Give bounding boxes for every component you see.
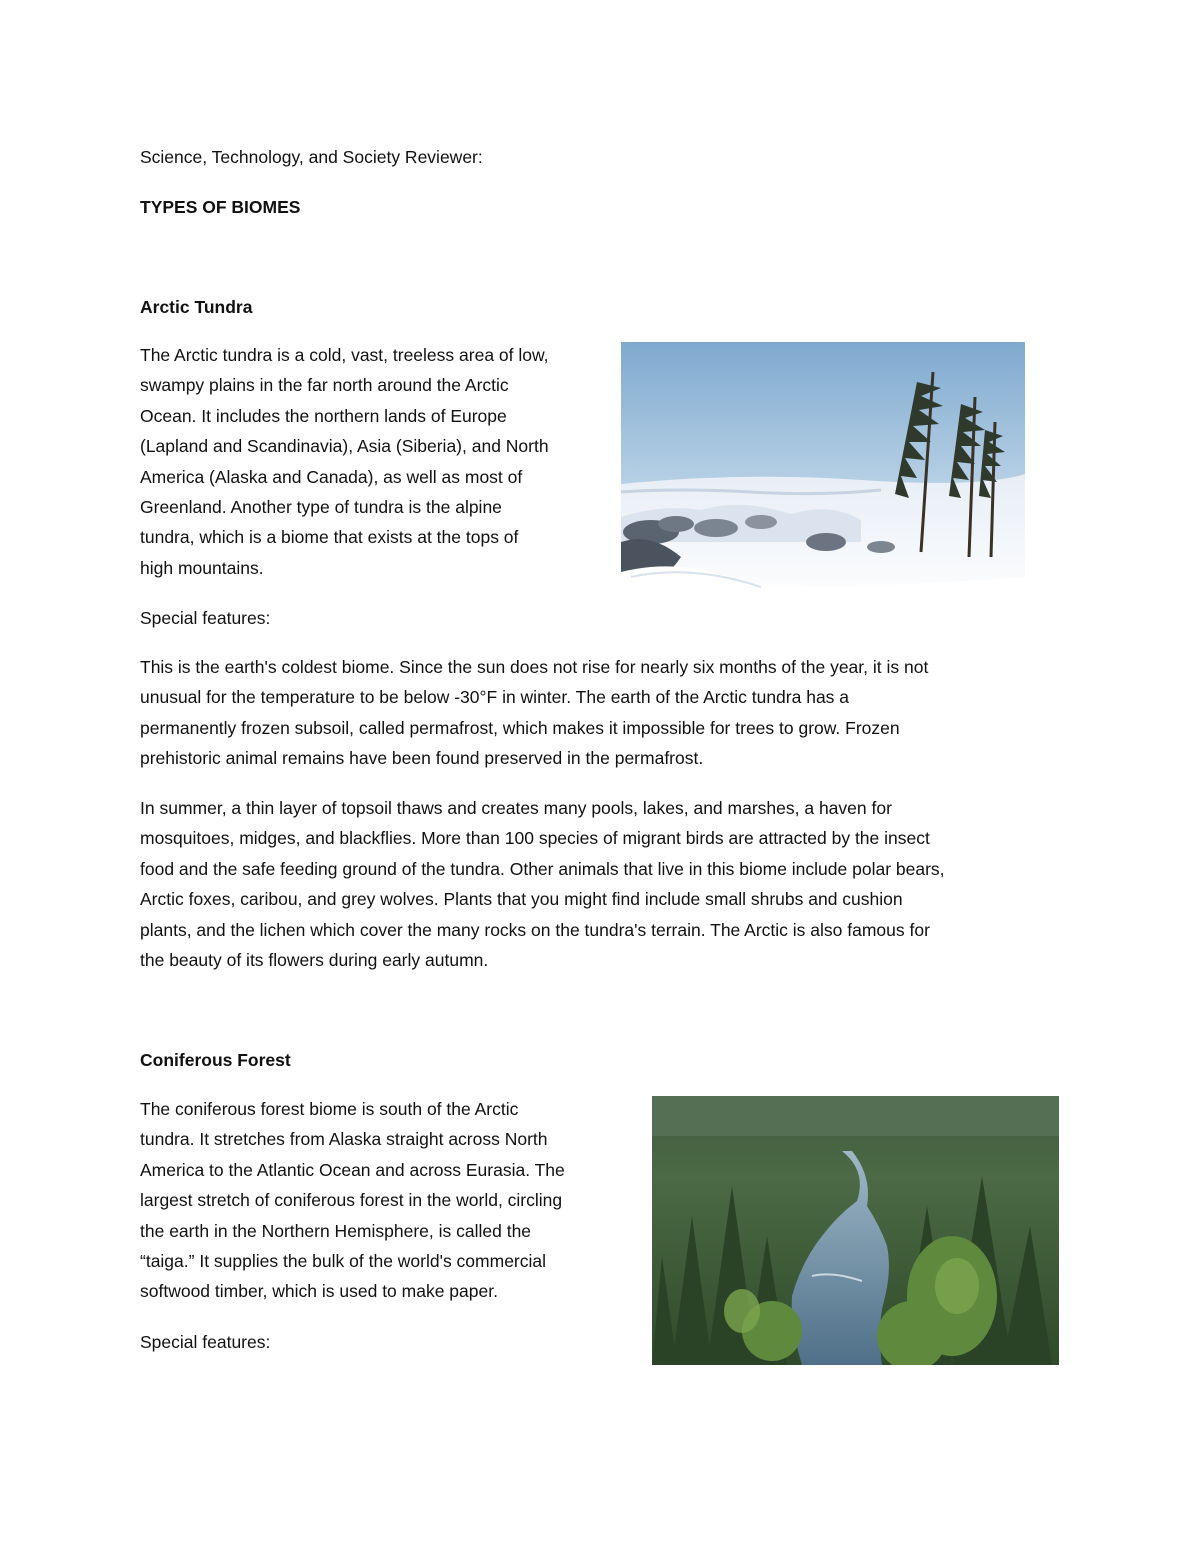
text-line: In summer, a thin layer of topsoil thaws and creates many pools, lakes, and marshes, a haven for — [140, 798, 892, 818]
text-line: mosquitoes, midges, and blackflies. More than 100 species of migrant birds are attracted by the insect — [140, 828, 930, 849]
document-header: Science, Technology, and Society Reviewer: — [140, 147, 483, 167]
text-line: the earth in the Northern Hemisphere, is called the — [140, 1220, 532, 1241]
document-title: TYPES OF BIOMES — [140, 197, 301, 217]
text-line: America to the Atlantic Ocean and across Eurasia. The — [140, 1159, 565, 1180]
arctic-tundra-photo — [621, 342, 1025, 613]
text-line: Arctic foxes, caribou, and grey wolves. Plants that you might find include small shrubs and cushion — [140, 889, 903, 910]
conifer-special-features-label: Special features: — [140, 1332, 271, 1352]
text-line: tundra. It stretches from Alaska straight across North — [140, 1129, 548, 1150]
text-line: tundra, which is a biome that exists at the tops of — [140, 527, 519, 548]
tundra-special-features-label: Special features: — [140, 608, 271, 628]
tundra-features-paragraph-1 — [140, 652, 928, 774]
text-line: largest stretch of coniferous forest in the world, circling — [140, 1190, 563, 1211]
text-line: America (Alaska and Canada), as well as most of — [140, 466, 523, 487]
text-line: unusual for the temperature to be below -30°F in winter. The earth of the Arctic tundra has a — [140, 687, 850, 708]
tundra-features-paragraph-2 — [140, 793, 945, 975]
text-line: Ocean. It includes the northern lands of Europe — [140, 405, 507, 426]
text-line: softwood timber, which is used to make paper. — [140, 1281, 498, 1302]
section-heading-coniferous-forest: Coniferous Forest — [140, 1050, 291, 1070]
text-line: Greenland. Another type of tundra is the alpine — [140, 497, 502, 518]
text-line: The coniferous forest biome is south of the Arctic — [140, 1099, 519, 1119]
tundra-intro-paragraph — [140, 340, 549, 583]
text-line: high mountains. — [140, 557, 264, 578]
text-line: swampy plains in the far north around the Arctic — [140, 375, 509, 396]
conifer-intro-paragraph — [140, 1094, 565, 1307]
text-line: permanently frozen subsoil, called permafrost, which makes it impossible for trees to grow. Frozen — [140, 717, 900, 738]
text-line: The Arctic tundra is a cold, vast, treeless area of low, — [140, 345, 549, 365]
text-line: plants, and the lichen which cover the many rocks on the tundra's terrain. The Arctic is also famous for — [140, 919, 930, 940]
text-line: the beauty of its flowers during early autumn. — [140, 950, 489, 971]
text-line: This is the earth's coldest biome. Since the sun does not rise for nearly six months of the year, it is not — [140, 657, 929, 677]
text-line: “taiga.” It supplies the bulk of the world's commercial — [140, 1251, 547, 1272]
text-line: (Lapland and Scandinavia), Asia (Siberia), and North — [140, 436, 549, 457]
section-heading-arctic-tundra: Arctic Tundra — [140, 297, 253, 317]
coniferous-forest-photo — [652, 1096, 1059, 1365]
text-line: food and the safe feeding ground of the tundra. Other animals that live in this biome include polar bears, — [140, 858, 945, 879]
text-line: prehistoric animal remains have been found preserved in the permafrost. — [140, 748, 704, 769]
